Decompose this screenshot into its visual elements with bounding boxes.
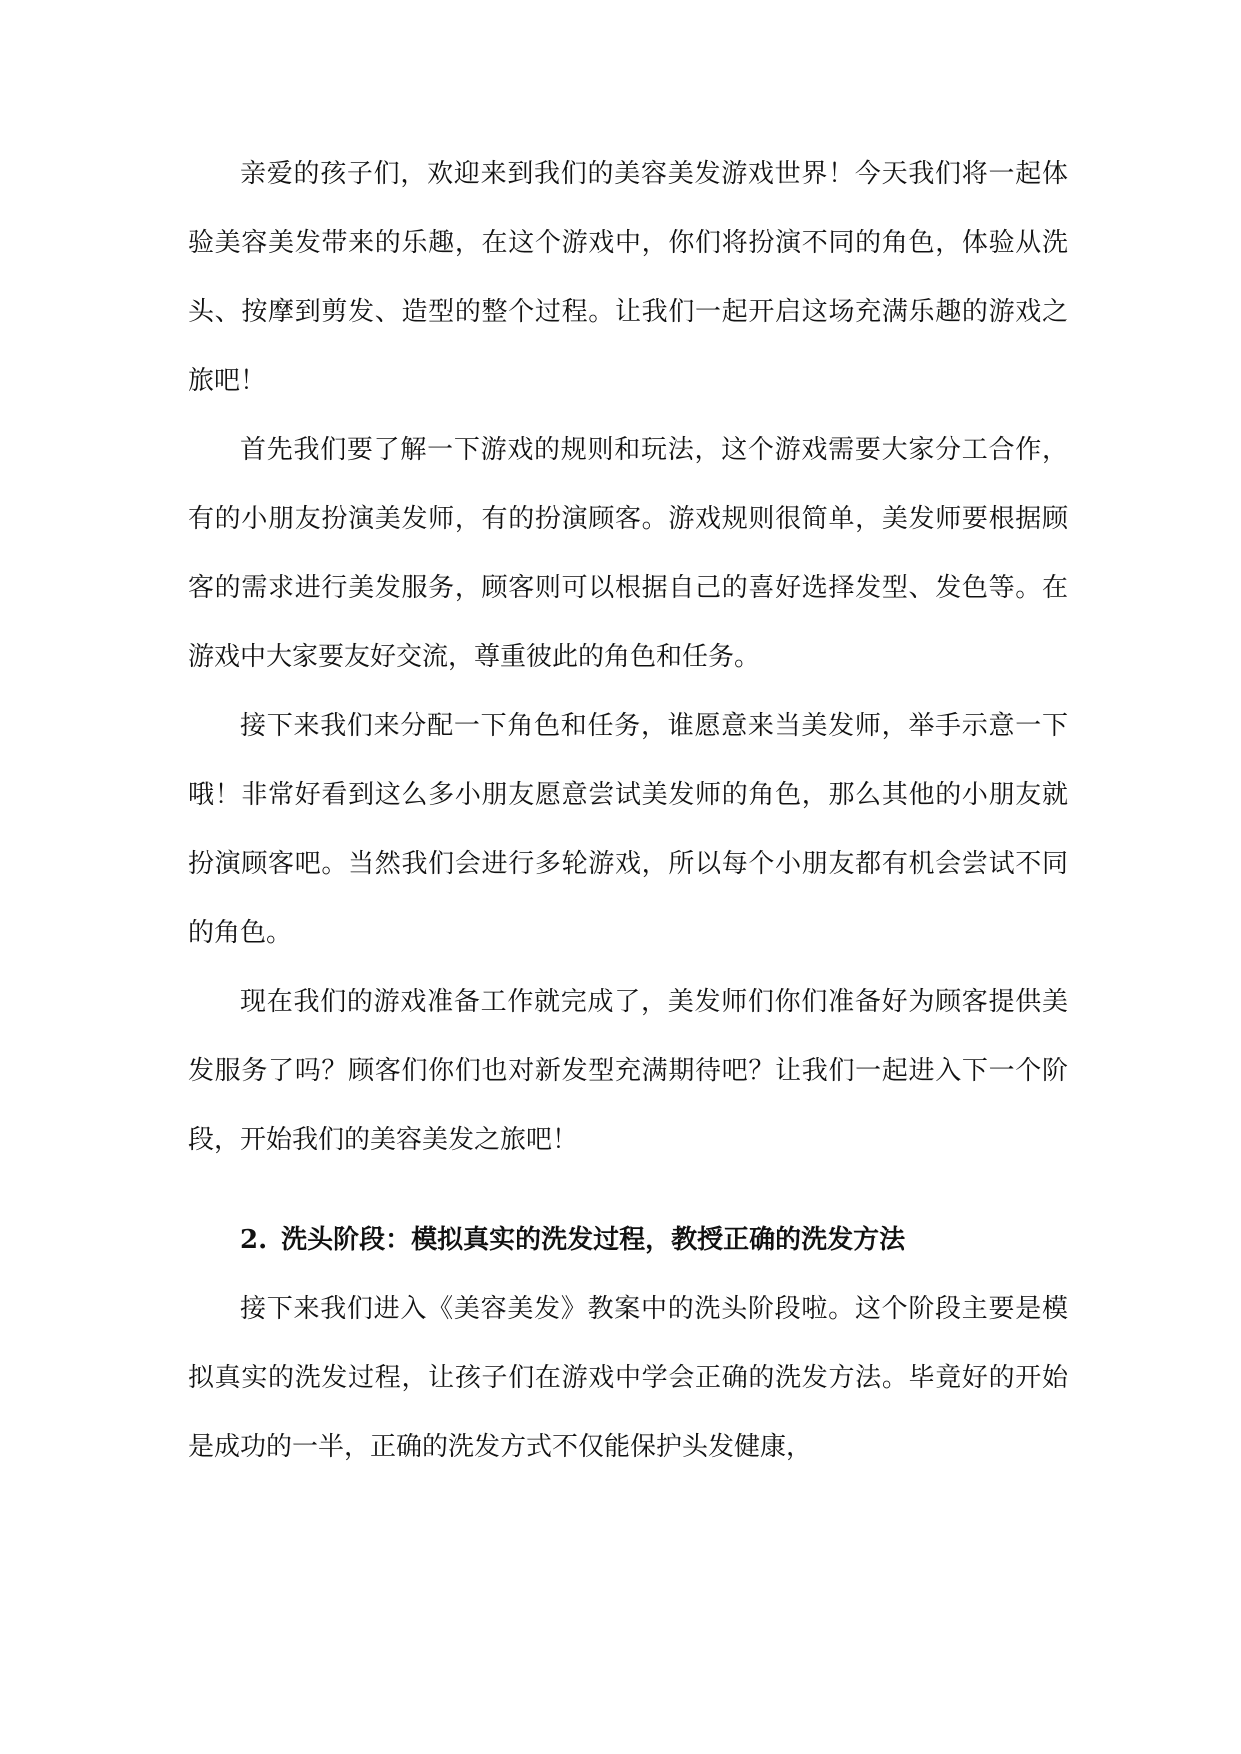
- section-number: 2.: [240, 1225, 268, 1255]
- document-body: [188, 140, 1068, 1482]
- paragraph-ready: 现在我们的游戏准备工作就完成了，美发师们你们准备好为顾客提供美发服务了吗？顾客们你们也对新发型充满期待吧？让我们一起进入下一个阶段，开始我们的美容美发之旅吧！: [188, 987, 1068, 1155]
- paragraph-wash-intro: 接下来我们进入《美容美发》教案中的洗头阶段啦。这个阶段主要是模拟真实的洗发过程，让孩子们在游戏中学会正确的洗发方法。毕竟好的开始是成功的一半，正确的洗发方式不仅能保护头发健康，: [188, 1294, 1068, 1462]
- section-title: 洗头阶段：模拟真实的洗发过程，教授正确的洗发方法: [281, 1225, 906, 1255]
- section-heading: [188, 1206, 1068, 1275]
- paragraph-rules: 首先我们要了解一下游戏的规则和玩法，这个游戏需要大家分工合作，有的小朋友扮演美发师，有的扮演顾客。游戏规则很简单，美发师要根据顾客的需求进行美发服务，顾客则可以根据自己的喜好选择发型、发色等。在游戏中大家要友好交流，尊重彼此的角色和任务。: [188, 435, 1068, 672]
- paragraph-roles: 接下来我们来分配一下角色和任务，谁愿意来当美发师，举手示意一下哦！非常好看到这么多小朋友愿意尝试美发师的角色，那么其他的小朋友就扮演顾客吧。当然我们会进行多轮游戏，所以每个小朋友都有机会尝试不同的角色。: [188, 711, 1068, 948]
- paragraph-intro: 亲爱的孩子们，欢迎来到我们的美容美发游戏世界！今天我们将一起体验美容美发带来的乐趣，在这个游戏中，你们将扮演不同的角色，体验从洗头、按摩到剪发、造型的整个过程。让我们一起开启这场充满乐趣的游戏之旅吧！: [188, 159, 1068, 396]
